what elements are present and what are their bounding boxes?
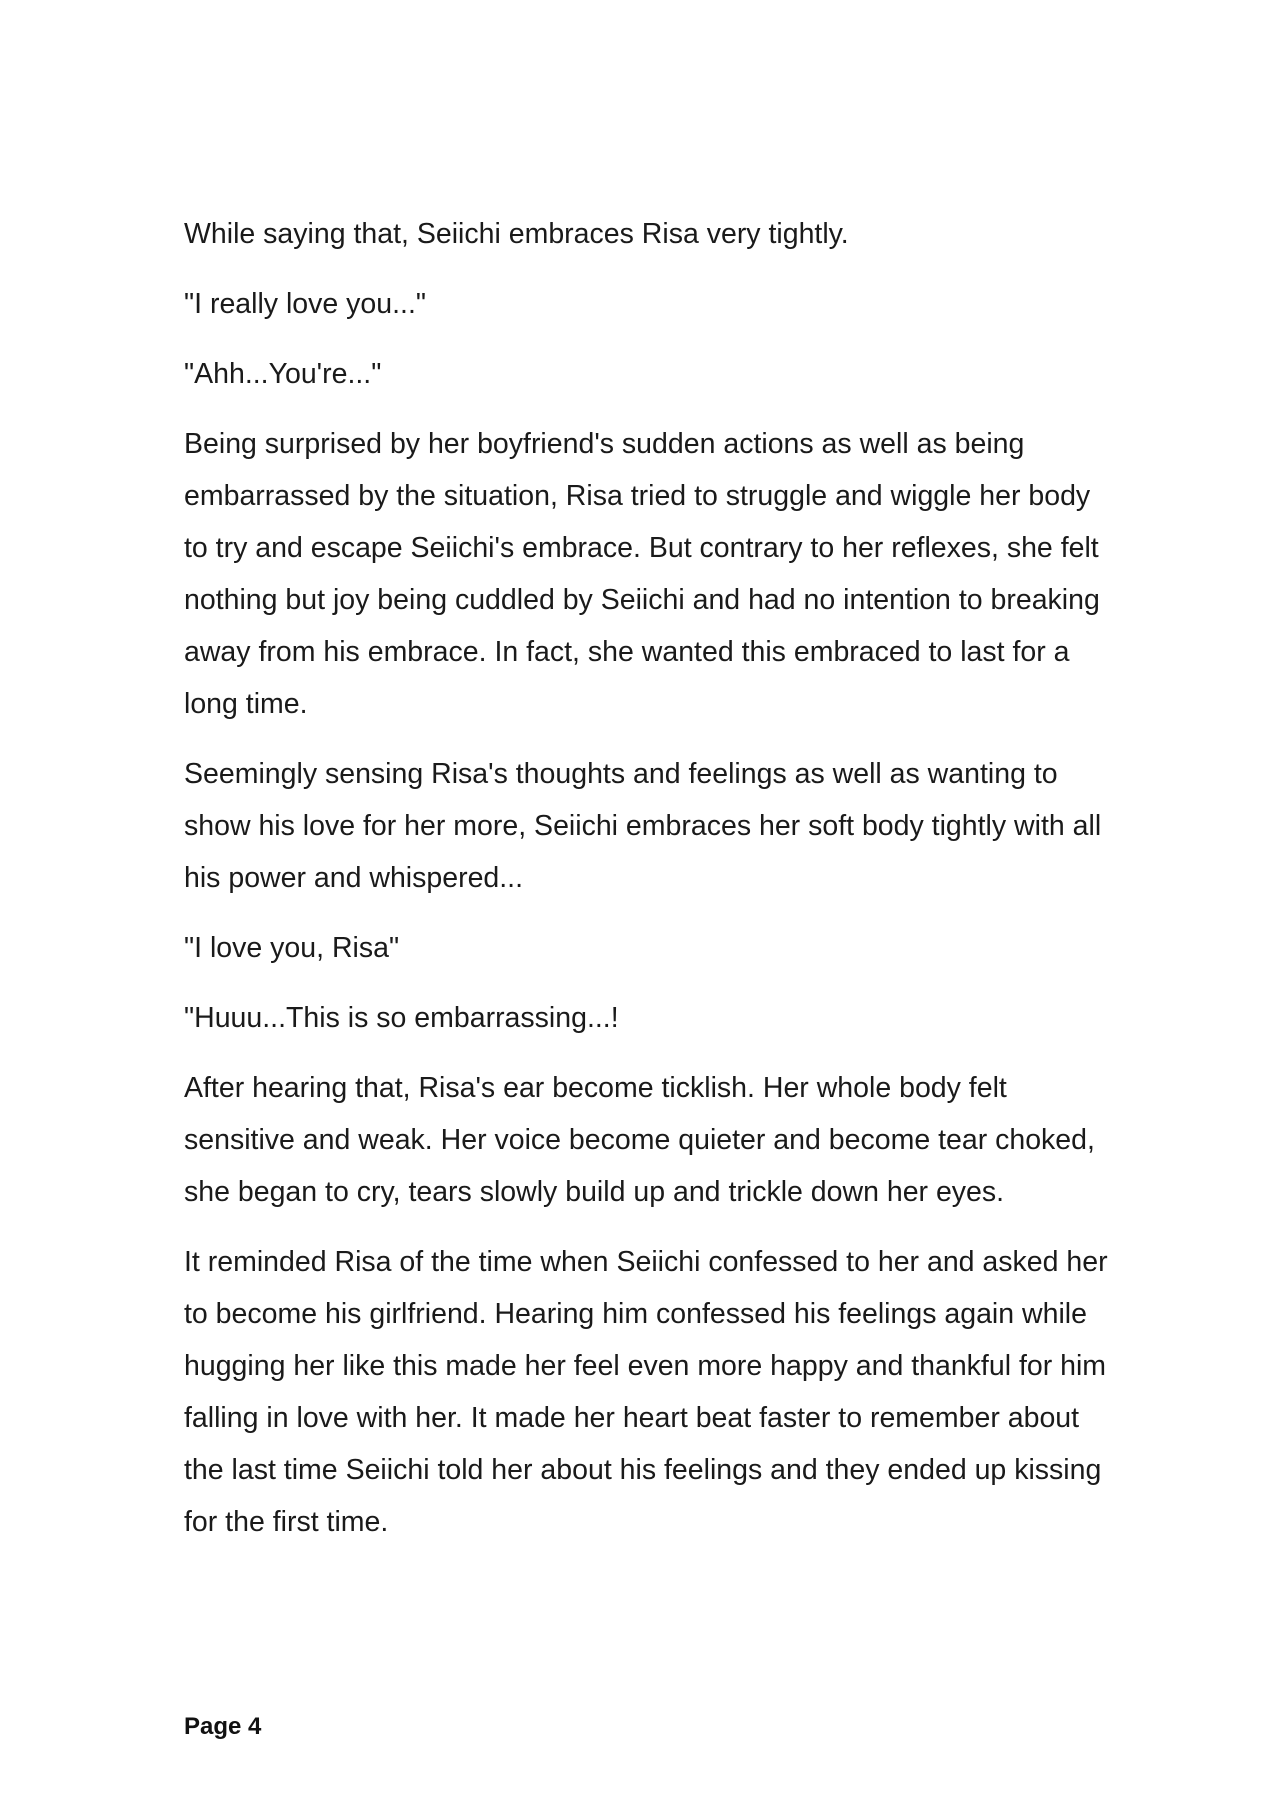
paragraph: After hearing that, Risa's ear become ticklish. Her whole body felt sensitive and weak. Her voice become quieter and become tear choked, she began to cry, tears slowly build up and trickle down her eyes. xyxy=(184,1072,1095,1208)
paragraph: Being surprised by her boyfriend's sudden actions as well as being embarrassed by the situation, Risa tried to struggle and wiggle her body to try and escape Seiichi's embrace. But contrary to her reflexes, she felt nothing but joy being cuddled by Seiichi and had no intention to breaking away from his embrace. In fact, she wanted this embraced to last for a long time. xyxy=(184,428,1100,720)
document-body xyxy=(184,208,1114,1566)
paragraph: "I really love you..." xyxy=(184,288,426,320)
paragraph: Seemingly sensing Risa's thoughts and feelings as well as wanting to show his love for her more, Seiichi embraces her soft body tightly with all his power and whispered... xyxy=(184,758,1102,894)
paragraph: "Huuu...This is so embarrassing...! xyxy=(184,1002,619,1034)
page-number: Page 4 xyxy=(184,1713,262,1740)
paragraph: While saying that, Seiichi embraces Risa very tightly. xyxy=(184,218,849,250)
paragraph: "I love you, Risa" xyxy=(184,932,400,964)
paragraph: It reminded Risa of the time when Seiichi confessed to her and asked her to become his girlfriend. Hearing him confessed his feelings again while hugging her like this made her feel even more happy and thankful for him falling in love with her. It made her heart beat faster to remember about the last time Seiichi told her about his feelings and they ended up kissing for the first time. xyxy=(184,1246,1108,1538)
paragraph: "Ahh...You're..." xyxy=(184,358,382,390)
